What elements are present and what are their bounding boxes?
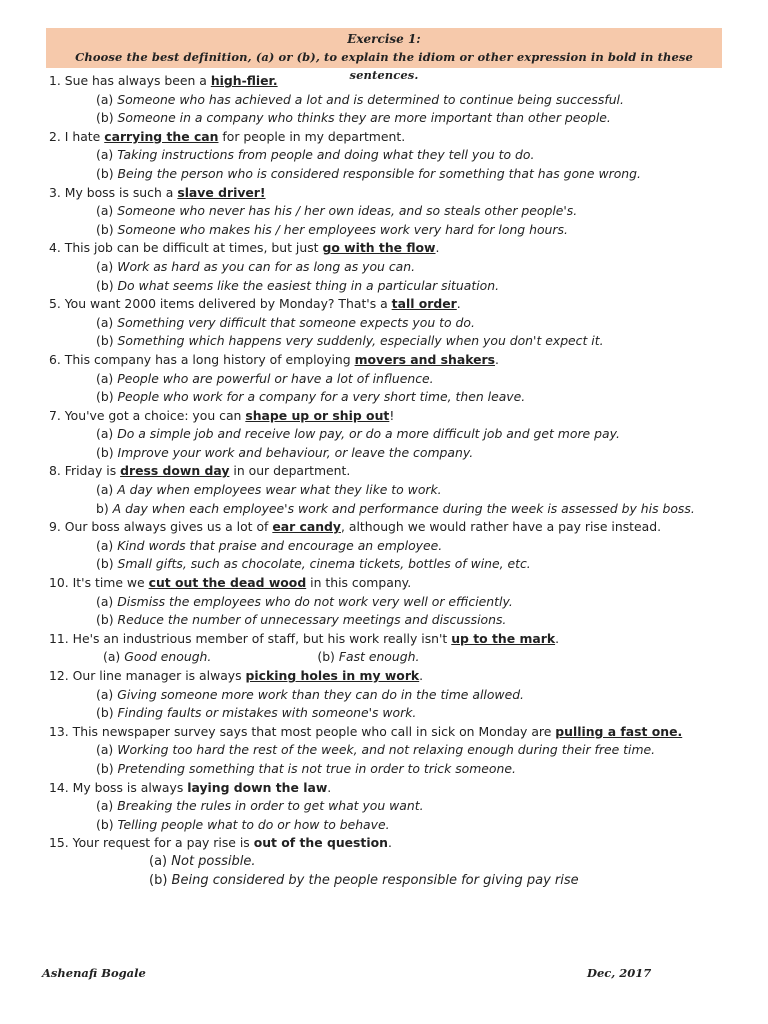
question-text-end: . (555, 630, 560, 646)
question-text: 11. He's an industrious member of staff, but his work really isn't (49, 630, 452, 646)
option-a (49, 258, 749, 277)
option-b-text: Do what seems like the easiest thing in a particular situation. (117, 277, 500, 293)
question-text-end: . (495, 351, 499, 367)
option-b-label: b) (96, 500, 109, 516)
option-b-text: Reduce the number of unnecessary meetings and discussions. (117, 612, 507, 628)
option-a-text: Dismiss the employees who do not work very well or efficiently. (117, 593, 513, 609)
idiom-expression: high-flier. (210, 73, 278, 88)
option-b (49, 444, 749, 463)
exercise-title: Exercise 1: (347, 32, 421, 46)
question-text-end: . (419, 668, 424, 683)
idiom-expression: out of the question (253, 835, 388, 851)
option-a (49, 797, 749, 816)
exercise-instruction: Choose the best definition, (a) or (b), to explain the idiom or other expression in bold in these sentences. (75, 50, 693, 82)
option-b-label: (b) (96, 705, 114, 721)
option-a (49, 481, 749, 500)
option-a-label: (a) (96, 147, 114, 163)
option-b-label: (b) (317, 649, 335, 665)
option-a-text: Do a simple job and receive low pay, or do a more difficult job and get more pay. (117, 426, 620, 442)
question-text-end: . (435, 240, 440, 256)
option-a-label: (a) (96, 91, 114, 107)
option-b-text: Fast enough. (338, 649, 420, 665)
question-text-end: ! (389, 407, 395, 423)
option-b-text: Improve your work and behaviour, or leave the company. (117, 444, 474, 460)
option-a (49, 146, 749, 165)
option-a-label: (a) (96, 370, 114, 386)
question-text-end: . (327, 779, 332, 795)
question-text: 2. I hate (49, 128, 105, 144)
question-text: 5. You want 2000 items delivered by Monday? That's a (49, 296, 392, 312)
option-b-text: Telling people what to do or how to behave. (117, 816, 390, 832)
option-a-text: Taking instructions from people and doing what they tell you to do. (117, 147, 535, 163)
idiom-expression: shape up or ship out (245, 407, 390, 423)
question-stem (49, 128, 749, 147)
question-stem (49, 834, 749, 853)
option-a-label: (a) (96, 314, 114, 330)
question-text: 9. Our boss always gives us a lot of (49, 519, 273, 535)
idiom-expression: tall order (391, 296, 457, 312)
option-b-label: (b) (96, 556, 114, 572)
option-row (49, 648, 749, 667)
question-text-end: for people in my department. (218, 128, 406, 144)
option-b (49, 500, 749, 519)
idiom-expression: cut out the dead wood (148, 575, 307, 591)
option-b-label: (b) (96, 612, 114, 628)
option-a-text: A day when employees wear what they like to work. (117, 482, 442, 498)
option-b-label: (b) (96, 444, 114, 460)
idiom-expression: picking holes in my work (245, 668, 420, 683)
option-a-label: (a) (96, 482, 114, 498)
question-text: 3. My boss is such a (49, 184, 178, 200)
option-a (49, 91, 749, 110)
option-b-label: (b) (96, 333, 114, 349)
option-a (49, 370, 749, 389)
question-text: 12. Our line manager is always (49, 668, 246, 683)
option-b-text: People who work for a company for a very short time, then leave. (117, 389, 526, 405)
option-a (49, 202, 749, 221)
question-stem (49, 723, 749, 742)
document-date: Dec, 2017 (587, 966, 652, 980)
question-stem (49, 239, 749, 258)
option-a-text: Not possible. (171, 853, 256, 869)
option-a-text: Breaking the rules in order to get what you want. (117, 798, 424, 814)
option-b (49, 872, 749, 891)
question-stem (49, 72, 749, 91)
option-a-label: (a) (96, 742, 114, 758)
question-text: 8. Friday is (49, 463, 121, 479)
idiom-expression: pulling a fast one. (555, 723, 683, 739)
option-b (49, 388, 749, 407)
idiom-expression: up to the mark (451, 630, 556, 646)
option-b (49, 816, 749, 835)
question-stem (49, 351, 749, 370)
option-a (49, 686, 749, 705)
option-b-text: Being considered by the people responsible for giving pay rise (171, 872, 579, 888)
option-a (49, 425, 749, 444)
question-text-end: . (456, 296, 461, 312)
author-name: Ashenafi Bogale (42, 966, 146, 980)
option-a-label: (a) (96, 686, 114, 702)
question-text: 13. This newspaper survey says that most people who call in sick on Monday are (49, 723, 556, 739)
option-b (49, 221, 749, 240)
option-a-text: Giving someone more work than they can do in the time allowed. (117, 686, 524, 702)
option-b-label: (b) (96, 277, 114, 293)
option-a (49, 537, 749, 556)
option-a-text: Good enough. (124, 649, 212, 665)
question-text-end: , although we would rather have a pay rise instead. (341, 519, 662, 535)
option-a-text: Someone who never has his / her own ideas, and so steals other people's. (117, 203, 578, 219)
question-list (49, 72, 749, 890)
option-a (49, 741, 749, 760)
idiom-expression: go with the flow (322, 240, 436, 256)
question-stem (49, 184, 749, 203)
option-b-label: (b) (96, 389, 114, 405)
question-text: 4. This job can be difficult at times, but just (49, 240, 323, 256)
question-stem (49, 779, 749, 798)
idiom-expression: dress down day (120, 463, 230, 479)
option-a-text: Working too hard the rest of the week, and not relaxing enough during their free time. (117, 742, 656, 758)
question-stem (49, 667, 749, 686)
question-text: 7. You've got a choice: you can (49, 407, 246, 423)
idiom-expression: laying down the law (187, 779, 328, 795)
idiom-expression: slave driver! (177, 184, 266, 200)
option-b-text: Small gifts, such as chocolate, cinema tickets, bottles of wine, etc. (117, 556, 531, 572)
question-stem (49, 518, 749, 537)
idiom-expression: ear candy (272, 519, 341, 535)
idiom-expression: movers and shakers (354, 351, 496, 367)
question-text-end: in this company. (306, 575, 412, 591)
option-a-label: (a) (96, 537, 114, 553)
question-stem (49, 295, 749, 314)
option-b-text: Finding faults or mistakes with someone's work. (117, 705, 417, 721)
option-b-label: (b) (149, 872, 168, 888)
option-b-label: (b) (96, 221, 114, 237)
question-text: 14. My boss is always (49, 779, 188, 795)
option-b-text: Someone who makes his / her employees work very hard for long hours. (117, 221, 568, 237)
option-a-text: People who are powerful or have a lot of influence. (117, 370, 434, 386)
question-text: 6. This company has a long history of employing (49, 351, 355, 367)
option-a-text: Something very difficult that someone expects you to do. (117, 314, 475, 330)
question-stem (49, 630, 749, 649)
question-text: 15. Your request for a pay rise is (49, 835, 254, 851)
option-b (49, 704, 749, 723)
option-a-label: (a) (96, 426, 114, 442)
option-a (49, 853, 749, 872)
option-b-text: Something which happens very suddenly, especially when you don't expect it. (117, 333, 604, 349)
option-a-text: Kind words that praise and encourage an employee. (117, 537, 443, 553)
option-a-label: (a) (149, 853, 168, 869)
question-stem (49, 462, 749, 481)
question-stem (49, 407, 749, 426)
option-b-label: (b) (96, 760, 114, 776)
question-text-end: . (387, 835, 392, 851)
option-a (49, 593, 749, 612)
option-a-label: (a) (96, 258, 114, 274)
idiom-expression: carrying the can (104, 128, 219, 144)
option-b (49, 277, 749, 296)
option-b-text: Pretending something that is not true in order to trick someone. (117, 760, 516, 776)
option-b-label: (b) (96, 165, 114, 181)
option-a-label: (a) (96, 593, 114, 609)
option-b (49, 332, 749, 351)
option-b-label: (b) (96, 110, 114, 126)
option-b (49, 611, 749, 630)
question-text-end: in our department. (229, 463, 351, 479)
option-b (49, 165, 749, 184)
option-a-text: Someone who has achieved a lot and is determined to continue being successful. (117, 91, 624, 107)
option-a-text: Work as hard as you can for as long as you can. (117, 258, 416, 274)
option-a-label: (a) (96, 798, 114, 814)
question-stem (49, 574, 749, 593)
option-b (49, 555, 749, 574)
option-a (49, 314, 749, 333)
option-b (49, 760, 749, 779)
question-text: 10. It's time we (49, 575, 149, 591)
option-b-label: (b) (96, 816, 114, 832)
option-a-label: (a) (96, 203, 114, 219)
option-b-text: A day when each employee's work and performance during the week is assessed by his boss. (112, 500, 695, 516)
question-text: 1. Sue has always been a (49, 73, 211, 88)
option-b-text: Being the person who is considered responsible for something that has gone wrong. (117, 165, 641, 181)
option-b-text: Someone in a company who thinks they are more important than other people. (117, 110, 611, 126)
option-a-label: (a) (103, 649, 121, 665)
option-b (49, 109, 749, 128)
